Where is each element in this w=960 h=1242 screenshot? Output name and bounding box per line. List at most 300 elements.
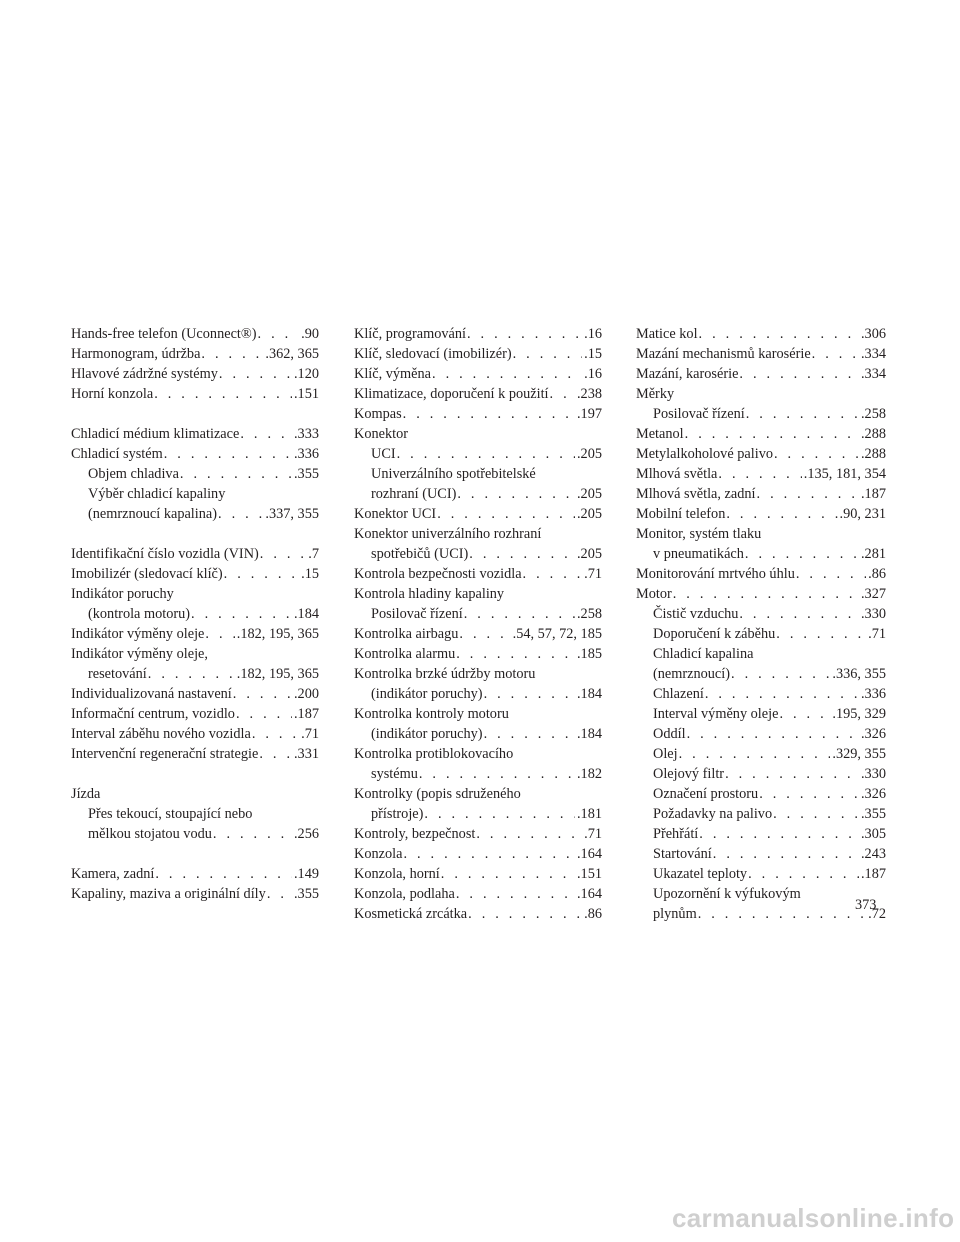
dot-leader [745, 544, 859, 564]
index-entry [636, 584, 886, 604]
index-term: Čistič vzduchu [653, 606, 739, 622]
index-page-ref: .355 [860, 806, 886, 822]
index-page-ref: .333 [293, 426, 319, 442]
dot-leader [685, 424, 859, 444]
index-term: Oddíl [653, 726, 686, 742]
index-term: spotřebičů (UCI) [371, 546, 469, 562]
index-entry [636, 764, 886, 784]
dot-leader [258, 324, 300, 344]
index-entry [71, 464, 319, 484]
index-page-ref: .71 [301, 726, 319, 742]
index-term: Posilovač řízení [371, 606, 463, 622]
index-term: Kontrolka brzké údržby motoru [354, 666, 536, 682]
index-page-ref: .86 [868, 566, 886, 582]
index-entry [636, 564, 886, 584]
dot-leader [419, 764, 575, 784]
dot-leader [154, 384, 292, 404]
index-page-ref: .71 [584, 826, 602, 842]
index-page-ref: .305 [860, 826, 886, 842]
index-entry [636, 824, 886, 844]
dot-leader [484, 724, 575, 744]
index-page-ref: .258 [860, 406, 886, 422]
index-entry [71, 824, 319, 844]
index-term: Klíč, sledovací (imobilizér) [354, 346, 512, 362]
index-term: Kontrolky (popis sdruženého [354, 786, 521, 802]
index-entry [354, 804, 602, 824]
index-entry [636, 364, 886, 384]
index-page-ref: .164 [576, 846, 602, 862]
index-term: Kosmetická zrcátka [354, 906, 468, 922]
index-page-ref: .205 [576, 546, 602, 562]
index-entry [71, 564, 319, 584]
dot-leader [773, 804, 859, 824]
index-entry [636, 404, 886, 424]
index-entry [636, 464, 886, 484]
index-column-2 [354, 324, 602, 924]
dot-leader [523, 564, 583, 584]
index-page-ref: .184 [293, 606, 319, 622]
dot-leader [776, 624, 866, 644]
index-term: Horní konzola [71, 386, 154, 402]
index-term: Identifikační číslo vozidla (VIN) [71, 546, 259, 562]
index-entry [71, 684, 319, 704]
index-term: Konzola, horní [354, 866, 440, 882]
index-term: Kontrolka kontroly motoru [354, 706, 509, 722]
index-page-ref: .337, 355 [265, 506, 319, 522]
index-page-ref: .71 [868, 626, 886, 642]
index-page-ref: .330 [860, 766, 886, 782]
index-column-3 [636, 324, 886, 924]
index-page-ref: .71 [584, 566, 602, 582]
index-page-ref: .326 [860, 786, 886, 802]
index-entry [71, 444, 319, 464]
index-page-ref: .164 [576, 886, 602, 902]
index-entry [354, 384, 602, 404]
index-entry [354, 424, 602, 444]
index-entry [354, 604, 602, 624]
index-entry [636, 664, 886, 684]
index-term: Kontrolka protiblokovacího [354, 746, 514, 762]
index-term: Doporučení k záběhu [653, 626, 776, 642]
dot-leader [731, 664, 830, 684]
index-term: Chladicí systém [71, 446, 163, 462]
index-page-ref: .184 [576, 686, 602, 702]
dot-leader [673, 584, 859, 604]
index-page-ref: .238 [576, 386, 602, 402]
dot-leader [725, 764, 859, 784]
index-term: Upozornění k výfukovým [653, 886, 801, 902]
index-term: Mlhová světla [636, 466, 718, 482]
index-term: Mazání mechanismů karosérie [636, 346, 811, 362]
index-entry [636, 324, 886, 344]
index-term: Klimatizace, doporučení k použití [354, 386, 549, 402]
index-page-ref: .195, 329 [832, 706, 886, 722]
index-entry [636, 604, 886, 624]
index-page-ref: .362, 365 [265, 346, 319, 362]
index-term: Metanol [636, 426, 684, 442]
index-term: Univerzálního spotřebitelské [371, 466, 536, 482]
dot-leader [718, 464, 801, 484]
index-term: v pneumatikách [653, 546, 744, 562]
index-entry [71, 424, 319, 444]
index-term: Posilovač řízení [653, 406, 745, 422]
index-term: (nemrznoucí kapalina) [88, 506, 218, 522]
index-entry [71, 384, 319, 404]
index-term: Klíč, programování [354, 326, 466, 342]
dot-leader [219, 364, 292, 384]
index-entry [71, 584, 319, 604]
dot-leader [699, 824, 859, 844]
index-column-1 [71, 324, 319, 904]
index-page-ref: .336, 355 [832, 666, 886, 682]
dot-leader [748, 864, 859, 884]
index-term: Výběr chladicí kapaliny [88, 486, 226, 502]
index-term: Požadavky na palivo [653, 806, 773, 822]
dot-leader [164, 444, 292, 464]
index-entry [354, 624, 602, 644]
index-entry [636, 704, 886, 724]
index-page-ref: .258 [576, 606, 602, 622]
index-page-ref: .288 [860, 446, 886, 462]
dot-leader [469, 544, 575, 564]
dot-leader [236, 704, 292, 724]
index-term: Indikátor poruchy [71, 586, 174, 602]
index-term: Informační centrum, vozidlo [71, 706, 235, 722]
index-entry [636, 744, 886, 764]
index-entry [354, 584, 602, 604]
index-term: Klíč, výměna [354, 366, 432, 382]
index-entry [354, 664, 602, 684]
watermark: carmanualsonline.info [672, 1203, 955, 1233]
index-term: Kontrola hladiny kapaliny [354, 586, 505, 602]
index-term: Objem chladiva [88, 466, 179, 482]
index-term: Jízda [71, 786, 101, 802]
index-entry [636, 424, 886, 444]
index-entry [354, 744, 602, 764]
dot-leader [205, 624, 234, 644]
dot-leader [191, 604, 292, 624]
index-term: Přes tekoucí, stoupající nebo [88, 806, 253, 822]
index-term: Matice kol [636, 326, 698, 342]
index-page-ref: .327 [860, 586, 886, 602]
dot-leader [403, 404, 575, 424]
index-entry [636, 544, 886, 564]
index-entry [636, 344, 886, 364]
dot-leader [746, 404, 859, 424]
index-entry [636, 444, 886, 464]
index-term: UCI [371, 446, 396, 462]
index-entry [71, 704, 319, 724]
index-term: Kamera, zadní [71, 866, 155, 882]
index-term: Mobilní telefon [636, 506, 726, 522]
index-entry [71, 864, 319, 884]
index-page-ref: .182, 195, 365 [236, 626, 319, 642]
dot-leader [705, 684, 859, 704]
index-entry [636, 784, 886, 804]
index-entry [354, 864, 602, 884]
index-term: Kontrolka airbagu [354, 626, 459, 642]
index-page-ref: .185 [576, 646, 602, 662]
index-page-ref: .330 [860, 606, 886, 622]
index-entry [71, 544, 319, 564]
index-term: Indikátor výměny oleje, [71, 646, 208, 662]
index-entry [354, 724, 602, 744]
index-entry [636, 644, 886, 664]
index-entry [354, 344, 602, 364]
index-page-ref: .205 [576, 486, 602, 502]
dot-leader [403, 844, 575, 864]
index-entry [71, 484, 319, 504]
index-page-ref: .329, 355 [832, 746, 886, 762]
index-term: (nemrznoucí) [653, 666, 731, 682]
index-page-ref: .187 [860, 866, 886, 882]
index-page-ref: .306 [860, 326, 886, 342]
dot-leader [739, 604, 859, 624]
index-term: Přehřátí [653, 826, 699, 842]
index-term: Monitor, systém tlaku [636, 526, 762, 542]
index-entry [354, 324, 602, 344]
index-entry [354, 904, 602, 924]
dot-leader [267, 884, 292, 904]
index-entry [354, 464, 602, 484]
index-page-ref: .281 [860, 546, 886, 562]
index-term: Intervenční regenerační strategie [71, 746, 259, 762]
index-page-ref: .15 [301, 566, 319, 582]
index-term: Měrky [636, 386, 675, 402]
index-term: Interval výměny oleje [653, 706, 779, 722]
index-entry [636, 804, 886, 824]
index-entry [636, 864, 886, 884]
index-term: přístroje) [371, 806, 424, 822]
dot-leader [713, 844, 859, 864]
index-page-ref: .120 [293, 366, 319, 382]
index-page-ref: .182, 195, 365 [236, 666, 319, 682]
dot-leader [476, 824, 582, 844]
dot-leader [259, 744, 292, 764]
dot-leader [424, 804, 575, 824]
dot-leader [201, 344, 263, 364]
index-entry [354, 764, 602, 784]
dot-leader [437, 504, 575, 524]
dot-leader [252, 724, 299, 744]
index-term: Chladicí médium klimatizace [71, 426, 240, 442]
index-term: Označení prostoru [653, 786, 759, 802]
index-term: Hlavové zádržné systémy [71, 366, 218, 382]
index-entry [354, 684, 602, 704]
index-page-ref: .72 [868, 906, 886, 922]
index-term: resetování [88, 666, 147, 682]
index-page-ref: .54, 57, 72, 185 [512, 626, 602, 642]
index-entry [354, 564, 602, 584]
index-entry [354, 884, 602, 904]
index-entry [71, 604, 319, 624]
index-entry [354, 484, 602, 504]
dot-leader [726, 504, 837, 524]
index-term: Mazání, karosérie [636, 366, 739, 382]
index-page-ref: .135, 181, 354 [803, 466, 886, 482]
index-entry [636, 484, 886, 504]
index-page-ref: .331 [293, 746, 319, 762]
index-term: Konektor UCI [354, 506, 437, 522]
dot-leader [796, 564, 866, 584]
dot-leader [260, 544, 306, 564]
index-page-ref: .149 [293, 866, 319, 882]
index-entry [354, 364, 602, 384]
dot-leader [698, 904, 866, 924]
index-entry [636, 384, 886, 404]
dot-leader [687, 724, 859, 744]
index-page-ref: .205 [576, 446, 602, 462]
index-entry [354, 784, 602, 804]
index-term: plynům [653, 906, 697, 922]
index-page-ref: .182 [576, 766, 602, 782]
index-entry [354, 644, 602, 664]
dot-leader [240, 424, 292, 444]
index-page-ref: .187 [293, 706, 319, 722]
index-entry [71, 804, 319, 824]
dot-leader [464, 604, 575, 624]
index-entry [71, 784, 319, 804]
index-page-ref: .355 [293, 886, 319, 902]
index-term: Konzola, podlaha [354, 886, 455, 902]
dot-leader [739, 364, 859, 384]
index-entry [71, 664, 319, 684]
dot-leader [484, 684, 575, 704]
index-entry [636, 724, 886, 744]
index-term: Startování [653, 846, 712, 862]
index-term: Metylalkoholové palivo [636, 446, 773, 462]
index-page-ref: .16 [584, 366, 602, 382]
index-term: Motor [636, 586, 672, 602]
index-entry [71, 344, 319, 364]
dot-leader [397, 444, 575, 464]
index-entry [354, 404, 602, 424]
index-page-ref: .336 [860, 686, 886, 702]
dot-leader [757, 484, 859, 504]
dot-leader [468, 904, 582, 924]
index-term: Kontroly, bezpečnost [354, 826, 476, 842]
index-page-ref: .334 [860, 346, 886, 362]
index-entry [636, 504, 886, 524]
index-term: Imobilizér (sledovací klíč) [71, 566, 223, 582]
dot-leader [679, 744, 831, 764]
index-term: Interval záběhu nového vozidla [71, 726, 251, 742]
index-page-ref: .288 [860, 426, 886, 442]
index-page-ref: .151 [293, 386, 319, 402]
dot-leader [759, 784, 859, 804]
index-term: Konzola [354, 846, 403, 862]
dot-leader [148, 664, 235, 684]
index-term: Hands-free telefon (Uconnect®) [71, 326, 257, 342]
page-number: 373 [855, 897, 877, 913]
index-page-ref: .243 [860, 846, 886, 862]
index-page-ref: .197 [576, 406, 602, 422]
index-term: Kontrola bezpečnosti vozidla [354, 566, 522, 582]
dot-leader [550, 384, 575, 404]
index-term: Mlhová světla, zadní [636, 486, 756, 502]
index-page-ref: .7 [308, 546, 319, 562]
dot-leader [457, 484, 575, 504]
index-entry [636, 624, 886, 644]
index-term: Chladicí kapalina [653, 646, 754, 662]
dot-leader [432, 364, 582, 384]
index-term: Olejový filtr [653, 766, 725, 782]
dot-leader [779, 704, 830, 724]
index-entry [71, 724, 319, 744]
index-term: Konektor univerzálního rozhraní [354, 526, 542, 542]
dot-leader [441, 864, 575, 884]
dot-leader [155, 864, 292, 884]
dot-leader [233, 684, 292, 704]
dot-leader [224, 564, 299, 584]
index-page-ref: .184 [576, 726, 602, 742]
dot-leader [456, 644, 575, 664]
index-term: (kontrola motoru) [88, 606, 191, 622]
index-page-ref: .205 [576, 506, 602, 522]
dot-leader [699, 324, 859, 344]
index-entry [354, 544, 602, 564]
index-entry [636, 684, 886, 704]
index-entry [71, 884, 319, 904]
index-term: Ukazatel teploty [653, 866, 748, 882]
index-term: systému [371, 766, 418, 782]
index-page-ref: .326 [860, 726, 886, 742]
index-page-ref: .16 [584, 326, 602, 342]
index-term: Monitorování mrtvého úhlu [636, 566, 795, 582]
index-term: (indikátor poruchy) [371, 686, 483, 702]
index-term: Kompas [354, 406, 402, 422]
index-entry [354, 704, 602, 724]
index-entry [354, 844, 602, 864]
index-term: Konektor [354, 426, 408, 442]
index-entry [71, 624, 319, 644]
index-term: Indikátor výměny oleje [71, 626, 205, 642]
index-page-ref: .334 [860, 366, 886, 382]
index-entry [354, 444, 602, 464]
index-page-ref: .15 [584, 346, 602, 362]
index-entry [354, 504, 602, 524]
index-entry [71, 504, 319, 524]
index-page-ref: .181 [576, 806, 602, 822]
index-entry [71, 744, 319, 764]
index-page-ref: .151 [576, 866, 602, 882]
index-entry [636, 524, 886, 544]
index-term: Olej [653, 746, 678, 762]
dot-leader [812, 344, 859, 364]
index-page-ref: .90, 231 [839, 506, 886, 522]
index-page-ref: .86 [584, 906, 602, 922]
index-page-ref: .200 [293, 686, 319, 702]
dot-leader [218, 504, 263, 524]
index-entry [636, 884, 886, 904]
dot-leader [513, 344, 583, 364]
index-term: Chlazení [653, 686, 704, 702]
index-term: (indikátor poruchy) [371, 726, 483, 742]
index-entry [71, 324, 319, 344]
index-page-ref: .256 [293, 826, 319, 842]
dot-leader [180, 464, 292, 484]
index-entry [636, 844, 886, 864]
index-entry [71, 644, 319, 664]
index-page-ref: .187 [860, 486, 886, 502]
index-term: rozhraní (UCI) [371, 486, 457, 502]
index-page-ref: .355 [293, 466, 319, 482]
dot-leader [774, 444, 859, 464]
index-entry [71, 364, 319, 384]
index-term: Kapaliny, maziva a originální díly [71, 886, 266, 902]
index-entry [636, 904, 886, 924]
dot-leader [467, 324, 582, 344]
